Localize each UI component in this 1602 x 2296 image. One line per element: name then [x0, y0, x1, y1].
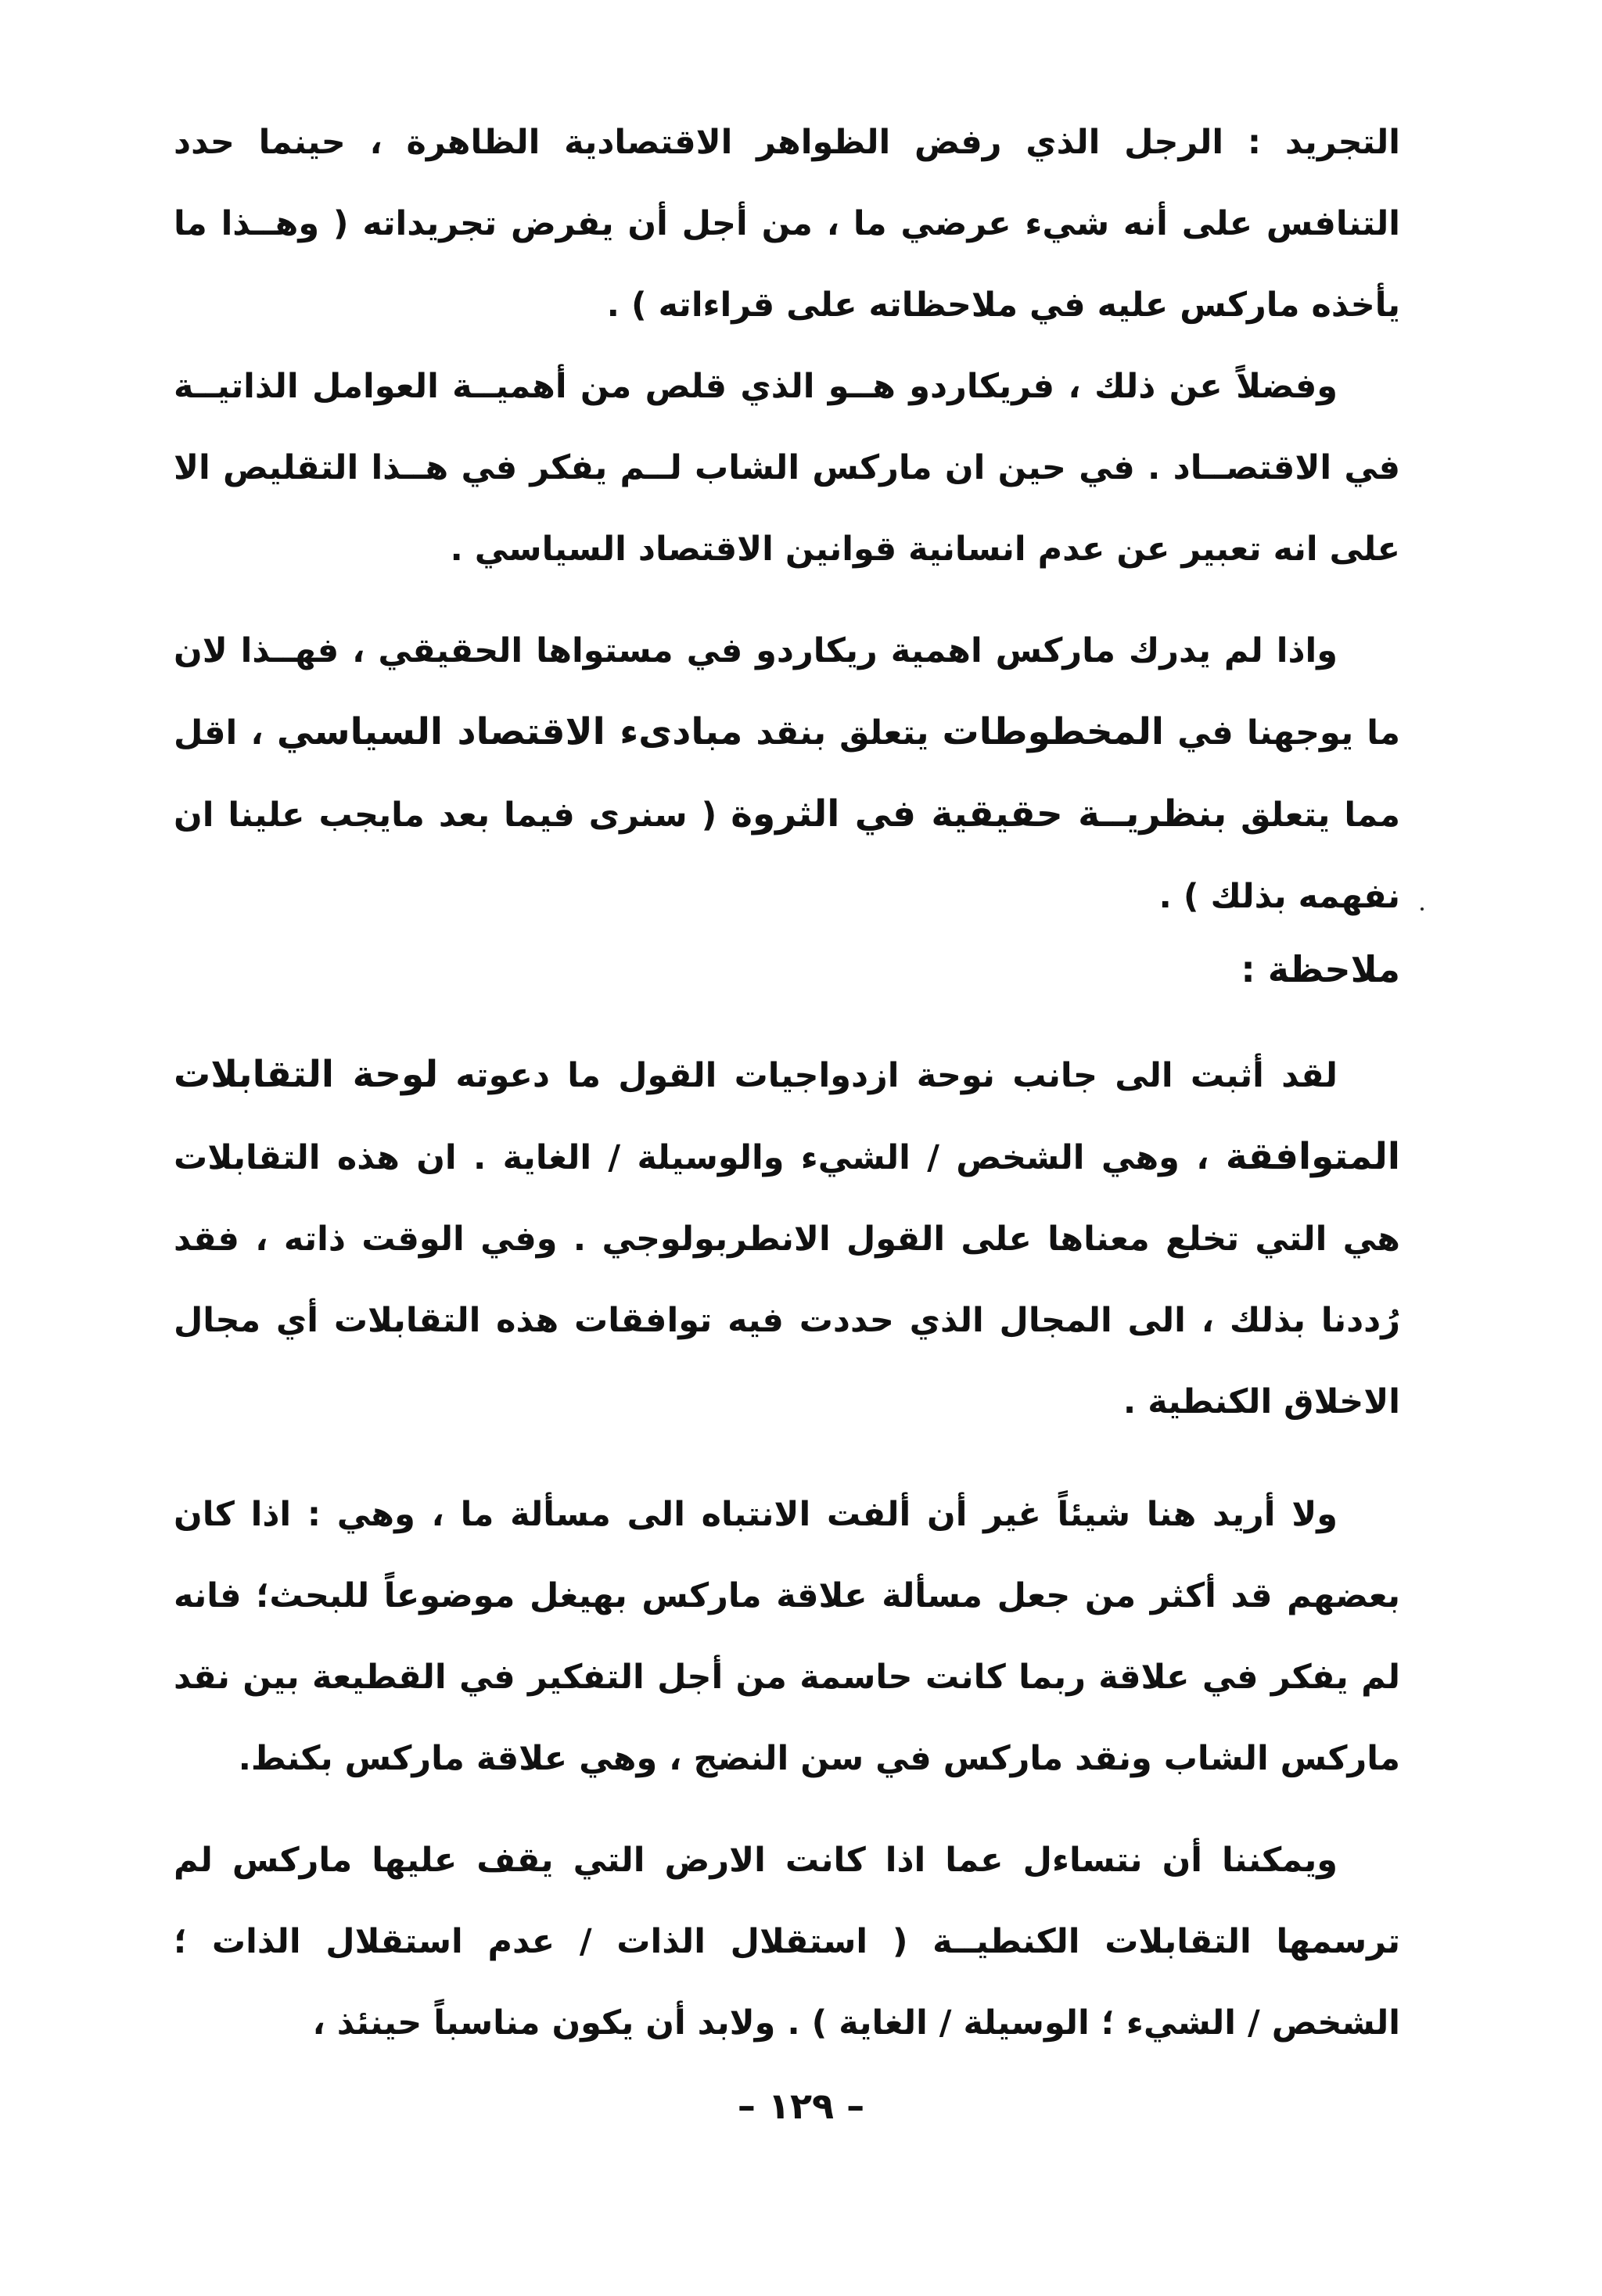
text-run: وفضلاً عن ذلك ، فريكاردو هــو الذي قلص من أهميــة العوامل الذاتيــة في الاقتصــاد . في حين ان ماركس الشاب لــم يفكر في هــذا التقليص الا على انه تعبير عن عدم انسانية قوانين الاقتصاد السياسي . — [174, 367, 1400, 569]
text-run: ، اقل مما يتعلق — [174, 713, 1400, 835]
text-run: التجريد : الرجل الذي رفض الظواهر الاقتصادية الظاهرة ، حينما حدد التنافس على أنه شيء عرضي ما ، من أجل أن يفرض تجريداته ( وهــذا ما يأخذه ماركس عليه في ملاحظاته على قراءاته ) . — [174, 123, 1400, 325]
paragraph — [174, 346, 1400, 590]
scan-speck — [1421, 907, 1424, 911]
emphasized-text: بنظريــة حقيقية في الثروة — [731, 792, 1227, 835]
text-run: ويمكننا أن نتساءل عما اذا كانت الارض التي يقف عليها ماركس لم ترسمها التقابلات الكنطيــة ( استقلال الذات / عدم استقلال الذات ؛ الشخص / الشيء ؛ الوسيلة / الغاية ) . ولابد أن يكون مناسباً حينئذ ، — [174, 1841, 1400, 2043]
paragraph-text — [174, 1474, 1400, 1799]
paragraph-text — [174, 610, 1400, 937]
emphasized-text: مبادىء الاقتصاد السياسي — [276, 710, 743, 753]
paragraph — [174, 102, 1400, 346]
text-run: واذا لم يدرك ماركس اهمية ريكاردو في مستواها الحقيقي ، فهــذا لان ما يوجهنا في — [174, 631, 1400, 753]
paragraph — [174, 610, 1400, 937]
text-run: لقد أثبت الى جانب نوحة ازدواجيات القول ما دعوته — [438, 1056, 1338, 1095]
paragraph-text — [174, 1034, 1400, 1443]
paragraph-text — [174, 102, 1400, 346]
note-heading: ملاحظة : — [1241, 948, 1400, 990]
paragraph-text — [174, 1820, 1400, 2064]
text-run: ( سنرى فيما بعد مايجب علينا ان نفهمه بذلك ) . — [174, 796, 1400, 916]
paragraph-text — [174, 346, 1400, 590]
paragraph — [174, 1034, 1400, 1443]
text-run: ولا أريد هنا شيئاً غير أن ألفت الانتباه الى مسألة ما ، وهي : اذا كان بعضهم قد أكثر من جعل مسألة علاقة ماركس بهيغل موضوعاً للبحث؛ فانه لم يفكر في علاقة ربما كانت حاسمة من أجل التفكير في القطيعة بين نقد ماركس الشاب ونقد ماركس في سن النضج ، وهي علاقة ماركس بكنط. — [174, 1495, 1400, 1778]
emphasized-text: المخطوطات — [942, 710, 1165, 753]
page-number: – ١٢٩ – — [737, 2085, 865, 2127]
text-run: يتعلق بنقد — [742, 713, 943, 753]
paragraph — [174, 1474, 1400, 1799]
text-run: ، وهي الشخص / الشيء والوسيلة / الغاية . ان هذه التقابلات هي التي تخلع معناها على القول الانطربولوجي . وفي الوقت ذاته ، فقد رُددنا بذلك ، الى المجال الذي حددت فيه توافقات هذه التقابلات أي مجال الاخلاق الكنطية . — [174, 1138, 1400, 1421]
emphasized-text: لوحة التقابلات المتوافقة — [174, 1053, 1400, 1178]
paragraph — [174, 1820, 1400, 2064]
